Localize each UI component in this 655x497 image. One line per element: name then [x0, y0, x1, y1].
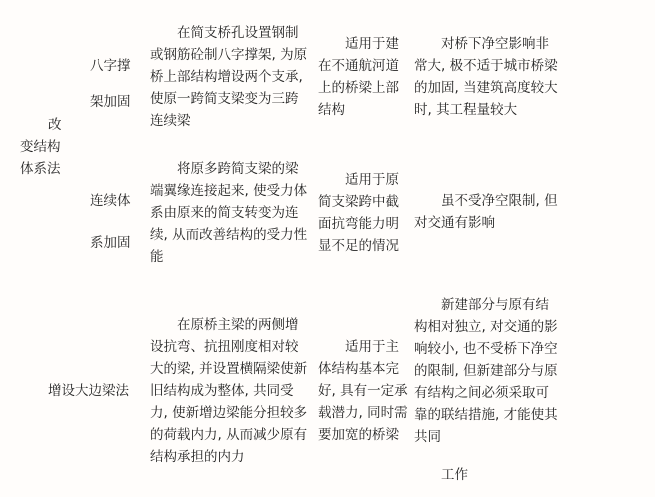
remarks-line: 常大, 极不适于城市桥梁 — [414, 58, 558, 74]
remarks-line: 时, 其工程量较大 — [414, 102, 518, 118]
applicability-line: 载潜力, 同时需 — [318, 405, 408, 421]
row-3-method — [48, 380, 129, 402]
method-line: 八字撑 — [90, 58, 131, 74]
description-line: 连续梁 — [150, 113, 191, 129]
trailing-text-line: 工作 — [441, 467, 468, 483]
applicability-line: 显不足的情况 — [318, 238, 399, 254]
description-line: 设抗弯、抗扭刚度相对较 — [150, 339, 299, 355]
method-line: 增设大边梁法 — [48, 383, 129, 399]
row-1-description — [150, 22, 307, 132]
category-label-line: 体系法 — [20, 161, 61, 177]
description-line: 系由原来的简支转变为连 — [150, 205, 299, 221]
method-line: 连续体 — [90, 193, 131, 209]
row-2-description — [150, 158, 307, 268]
row-2-method — [90, 180, 131, 264]
remarks-line: 有结构之间必须采取可 — [414, 385, 549, 401]
remarks-line: 对交通有影响 — [414, 215, 495, 231]
row-3-applicability — [318, 336, 408, 446]
row-1-applicability — [318, 33, 399, 121]
remarks-line: 响较小, 也不受桥下净空 — [414, 341, 558, 357]
description-line: 或钢筋砼制八字撑架, 为原 — [150, 47, 308, 63]
row-3-remarks — [414, 294, 558, 448]
applicability-line: 结构 — [318, 102, 345, 118]
method-line: 系加固 — [90, 235, 131, 251]
description-line: 能 — [150, 249, 164, 265]
remarks-line: 靠的联结措施, 才能使其 — [414, 407, 558, 423]
row-3-description — [150, 314, 307, 468]
description-line: 续, 从而改善结构的受力性 — [150, 227, 308, 243]
row-2-remarks — [414, 190, 558, 234]
remarks-line: 的加固, 当建筑高度较大 — [414, 80, 558, 96]
description-line: 结构承担的内力 — [150, 449, 245, 465]
applicability-line: 适用于建 — [345, 36, 399, 52]
description-line: 在原桥主梁的两侧增 — [177, 317, 299, 333]
description-line: 使原一跨简支梁变为三跨 — [150, 91, 299, 107]
remarks-line: 新建部分与原有结 — [441, 297, 549, 313]
applicability-line: 简支梁跨中截 — [318, 194, 399, 210]
applicability-line: 上的桥梁上部 — [318, 80, 399, 96]
row-1-remarks — [414, 33, 558, 121]
row-2-applicability — [318, 169, 399, 257]
description-line: 桥上部结构增设两个支承, — [150, 69, 303, 85]
description-line: 将原多跨简支梁的梁 — [177, 161, 299, 177]
remarks-line: 对桥下净空影响非 — [441, 36, 549, 52]
applicability-line: 在不通航河道 — [318, 58, 399, 74]
applicability-line: 好, 具有一定承 — [318, 383, 408, 399]
applicability-line: 要加宽的桥梁 — [318, 427, 399, 443]
applicability-line: 面抗弯能力明 — [318, 216, 399, 232]
category-label — [20, 114, 62, 180]
remarks-line: 的限制, 但新建部分与原 — [414, 363, 558, 379]
description-line: 旧结构成为整体, 共同受 — [150, 383, 294, 399]
row-1-method — [90, 48, 131, 120]
category-label-line: 变结构 — [20, 139, 61, 155]
remarks-line: 虽不受净空限制, 但 — [441, 193, 558, 209]
method-line: 架加固 — [90, 94, 131, 110]
description-line: 大的梁, 并设置横隔梁使新 — [150, 361, 308, 377]
applicability-line: 适用于主 — [345, 339, 399, 355]
description-line: 力, 使新增边梁能分担较多 — [150, 405, 308, 421]
remarks-line: 构相对独立, 对交通的影 — [414, 319, 558, 335]
applicability-line: 体结构基本完 — [318, 361, 399, 377]
category-label-line: 改 — [48, 117, 62, 133]
trailing-text — [441, 464, 468, 486]
remarks-line: 共同 — [414, 429, 441, 445]
applicability-line: 适用于原 — [345, 172, 399, 188]
description-line: 的荷载内力, 从而减少原有 — [150, 427, 308, 443]
description-line: 在简支桥孔设置钢制 — [177, 25, 299, 41]
description-line: 端翼缘连接起来, 使受力体 — [150, 183, 308, 199]
